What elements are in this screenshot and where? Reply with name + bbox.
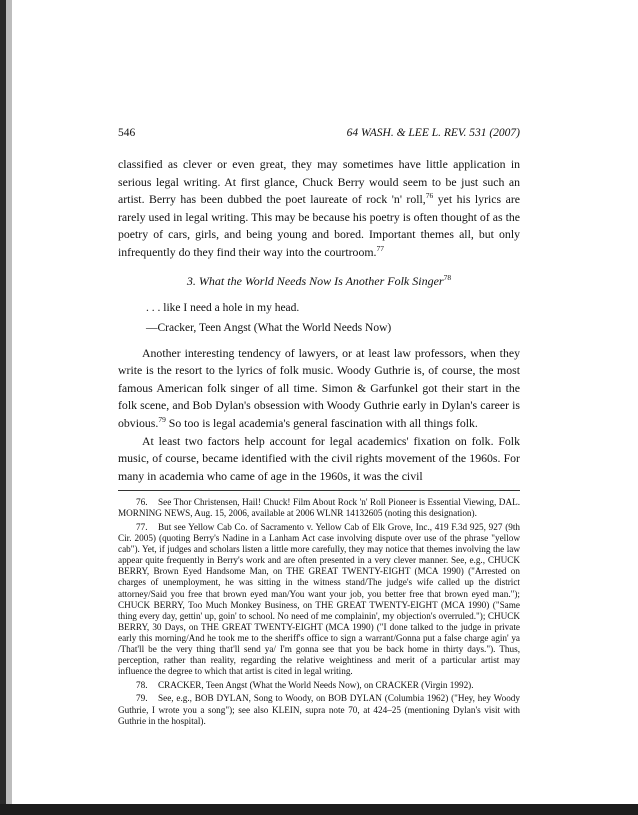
footnote-text: See Thor Christensen, Hail! Chuck! Film About Rock 'n' Roll Pioneer is Essential Viewing, DAL. MORNING NEWS, Aug. 15, 2006, available at 2006 WLNR 14132605 (noting this designation). (118, 497, 520, 519)
footnote-text: See, e.g., BOB DYLAN, Song to Woody, on BOB DYLAN (Columbia 1962) ("Hey, hey Woody Guthrie, I wrote you a song"); see also KLEIN, supra note 70, at 424–25 (mentioning Dylan's visit with Guthrie in the hospital). (118, 693, 520, 726)
epigraph-attribution: —Cracker, Teen Angst (What the World Needs Now) (146, 321, 392, 334)
footnote-number: 78. (136, 679, 148, 690)
footnote-ref-76: 76 (425, 191, 434, 201)
epigraph-quote: . . . like I need a hole in my head. (146, 301, 300, 314)
paragraph-text-cont: So too is legal academia's general fascination with all things folk. (165, 415, 478, 430)
section-title: 3. What the World Needs Now Is Another Folk Singer (186, 273, 444, 288)
footnote-number: 79. (136, 693, 148, 704)
footnote-ref-79: 79 (158, 415, 166, 425)
paragraph-text-cont: yet his lyrics are rarely used in legal writing. This may be because his poetry is often thought of as the poetry of cars, girls, and being young and bored. Important themes all, but only infrequently do they find their way into the courtroom. (118, 192, 520, 259)
body-paragraph-3 (118, 433, 520, 486)
section-heading (118, 274, 520, 289)
footnotes (118, 497, 520, 726)
paragraph-text: classified as clever or even great, they may sometimes have little application in serious legal writing. At first glance, Chuck Berry would seem to be just such an artist. Berry has been dubbed the poet laureate of rock 'n' roll, (118, 157, 520, 207)
paragraph-text: Another interesting tendency of lawyers, or at least law professors, when they write is the resort to the lyrics of folk music. Woody Guthrie is, of course, the most famous American folk singer of all time. Simon & Garfunkel got their start in the folk scene, and Bob Dylan's obsession with Woody Guthrie early in Dylan's career is obvious. (118, 345, 520, 430)
epigraph (146, 301, 520, 335)
running-title: 64 WASH. & LEE L. REV. 531 (2007) (346, 127, 520, 139)
paragraph-text: At least two factors help account for legal academics' fixation on folk. Folk music, of course, became identified with the civil rights movement of the 1960s. For many in academia who came of age in the 1960s, it was the civil (118, 433, 520, 483)
footnote-77 (118, 522, 520, 677)
scan-left-edge-fade (6, 0, 12, 815)
footnote-76 (118, 497, 520, 519)
footnote-text: But see Yellow Cab Co. of Sacramento v. Yellow Cab of Elk Grove, Inc., 419 F.3d 925, 927 (9th Cir. 2005) (quoting Berry's Nadine in a Lanham Act case involving dispute over use of the phrase "yellow cab"). Yet, if judges and scholars listen a little more carefully, they may notice that themes involving the law appear quite frequently in Berry's work and are often presented in a very clever manner. See, e.g., CHUCK BERRY, Brown Eyed Handsome Man, on THE GREAT TWENTY-EIGHT (MCA 1990) ("Arrested on charges of unemployment, he was sitting in the witness stand/The judge's wife called up the district attorney/Said you free that brown eyed man/You want your job, you better free that brown eyed man."); CHUCK BERRY, Too Much Monkey Business, on THE GREAT TWENTY-EIGHT (MCA 1990) ("Same thing every day, gettin' up, goin' to school. No need of me complainin', my objection's overruled."); CHUCK BERRY, 30 Days, on THE GREAT TWENTY-EIGHT (MCA 1990) ("I done talked to the judge in private early this morning/And he took me to the sheriff's office to sign a warrant/Gonna put a false charge agin' ya /That'll be the very thing that'll send ya/ I'm gonna see that you be back home in thirty days."). Thus, perception, rather than reality, regarding the relative weightiness and merit of a particular artist may influence the degree to which that artist is cited in legal writing. (118, 522, 520, 677)
page-number: 546 (118, 127, 136, 139)
footnote-ref-77: 77 (376, 244, 384, 254)
scan-bottom-edge (0, 804, 638, 815)
body-paragraph-2 (118, 345, 520, 433)
document-page (118, 126, 520, 729)
footnote-78 (118, 680, 520, 691)
footnote-ref-78: 78 (443, 272, 452, 282)
footnote-divider (118, 490, 520, 491)
footnote-number: 76. (136, 497, 148, 508)
footnote-number: 77. (136, 522, 148, 532)
footnote-text: CRACKER, Teen Angst (What the World Needs Now), on CRACKER (Virgin 1992). (158, 679, 474, 690)
footnote-79 (118, 693, 520, 726)
page-header (118, 126, 520, 140)
body-paragraph-1 (118, 156, 520, 262)
